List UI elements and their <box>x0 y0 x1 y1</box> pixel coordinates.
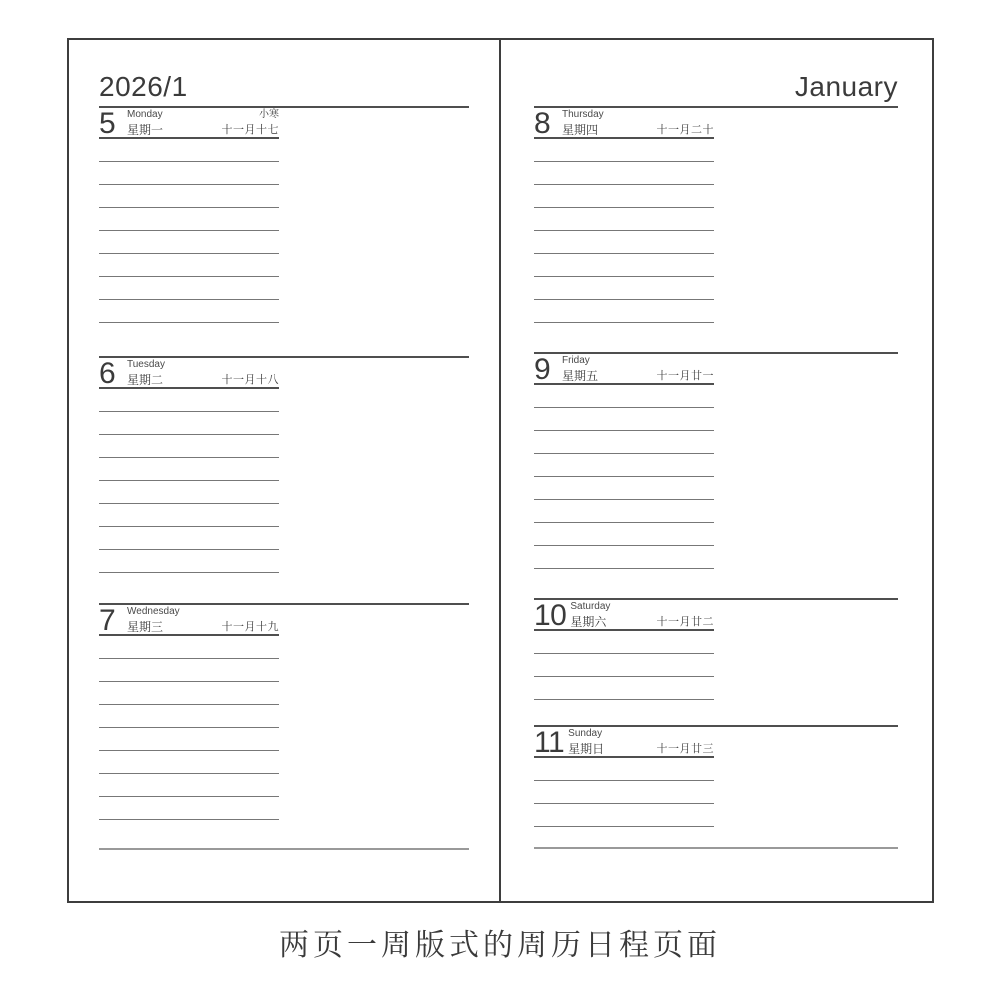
note-line <box>99 705 279 728</box>
note-line <box>534 231 714 254</box>
month-name-title: January <box>794 71 898 102</box>
left-page <box>69 40 501 901</box>
note-line <box>534 631 714 654</box>
note-line <box>534 804 714 827</box>
day-section-thursday <box>534 108 898 352</box>
day-section-wednesday <box>99 603 469 850</box>
note-line <box>99 481 279 504</box>
note-line <box>534 162 714 185</box>
day-number: 6 <box>99 357 116 390</box>
weekday-chinese: 星期一 <box>127 123 164 137</box>
note-line <box>534 677 714 700</box>
day-section-sunday <box>534 725 898 849</box>
note-line <box>99 682 279 705</box>
note-line <box>99 797 279 820</box>
note-line <box>534 500 714 523</box>
lunar-info <box>222 108 280 137</box>
note-line <box>99 300 279 323</box>
day-number: 7 <box>99 604 116 637</box>
weekday-english: Tuesday <box>127 359 165 370</box>
weekday-chinese: 星期四 <box>562 123 599 137</box>
day-section-monday <box>99 108 469 356</box>
planner-spread <box>67 38 934 903</box>
note-line <box>99 527 279 550</box>
lunar-date-label: 十一月廿二 <box>656 616 714 628</box>
lunar-date-label: 十一月十九 <box>221 621 279 633</box>
note-line <box>99 728 279 751</box>
day-header <box>99 358 279 389</box>
weekday-english: Monday <box>127 109 163 120</box>
day-number: 5 <box>99 107 116 140</box>
note-lines <box>99 636 279 820</box>
note-line <box>534 454 714 477</box>
note-line <box>99 277 279 300</box>
lunar-date-label: 十一月十七 <box>221 124 279 136</box>
note-line <box>99 254 279 277</box>
lunar-info <box>657 600 715 629</box>
weekday-labels <box>127 605 180 634</box>
note-line <box>99 751 279 774</box>
note-line <box>534 185 714 208</box>
day-number: 9 <box>534 353 551 386</box>
note-line <box>534 300 714 323</box>
weekday-chinese: 星期日 <box>568 742 605 756</box>
weekday-english: Wednesday <box>127 606 180 617</box>
solar-term-label: 小寒 <box>259 109 279 120</box>
weekday-labels <box>562 108 604 137</box>
note-line <box>534 277 714 300</box>
note-line <box>99 774 279 797</box>
note-line <box>534 546 714 569</box>
note-line <box>99 162 279 185</box>
note-line <box>534 139 714 162</box>
note-line <box>99 458 279 481</box>
note-line <box>534 385 714 408</box>
note-line <box>99 504 279 527</box>
weekday-labels <box>568 727 604 756</box>
note-line <box>99 208 279 231</box>
year-month-title: 2026/1 <box>99 71 188 102</box>
day-header <box>99 108 279 139</box>
weekday-english: Thursday <box>562 109 604 120</box>
note-lines <box>99 389 279 573</box>
weekday-chinese: 星期三 <box>127 620 164 634</box>
lunar-info <box>222 358 280 387</box>
note-line <box>99 435 279 458</box>
right-page-header <box>534 40 898 108</box>
note-line <box>534 477 714 500</box>
day-section-friday <box>534 352 898 598</box>
weekday-labels <box>562 354 598 383</box>
note-lines <box>534 758 714 827</box>
lunar-info <box>657 354 715 383</box>
note-line <box>534 781 714 804</box>
weekday-labels <box>570 600 610 629</box>
note-line <box>534 523 714 546</box>
note-line <box>99 659 279 682</box>
note-line <box>99 231 279 254</box>
weekday-chinese: 星期六 <box>570 615 607 629</box>
day-header <box>534 727 714 758</box>
weekday-english: Friday <box>562 355 590 366</box>
note-line <box>99 139 279 162</box>
note-line <box>534 254 714 277</box>
day-header <box>99 605 279 636</box>
note-line <box>534 654 714 677</box>
weekday-english: Sunday <box>568 728 603 739</box>
weekday-chinese: 星期五 <box>562 369 599 383</box>
day-section-tuesday <box>99 356 469 603</box>
day-number: 11 <box>534 726 565 759</box>
day-header <box>534 108 714 139</box>
note-line <box>534 408 714 431</box>
right-page <box>501 40 932 901</box>
image-caption: 两页一周版式的周历日程页面 <box>279 929 721 962</box>
weekday-chinese: 星期二 <box>127 373 164 387</box>
note-lines <box>99 139 279 323</box>
day-header <box>534 600 714 631</box>
note-line <box>99 550 279 573</box>
weekday-labels <box>127 108 163 137</box>
day-number: 8 <box>534 107 551 140</box>
note-line <box>99 389 279 412</box>
lunar-info <box>657 727 715 756</box>
note-line <box>534 208 714 231</box>
lunar-date-label: 十一月廿一 <box>656 370 714 382</box>
day-section-saturday <box>534 598 898 725</box>
weekday-labels <box>127 358 165 387</box>
note-line <box>99 636 279 659</box>
weekday-english: Saturday <box>570 601 611 612</box>
note-line <box>99 185 279 208</box>
note-line <box>534 431 714 454</box>
left-page-header <box>99 40 469 108</box>
lunar-info <box>657 108 715 137</box>
note-line <box>534 758 714 781</box>
lunar-date-label: 十一月二十 <box>656 124 714 136</box>
note-line <box>99 412 279 435</box>
lunar-info <box>222 605 280 634</box>
note-lines <box>534 631 714 700</box>
day-number: 10 <box>534 599 567 632</box>
day-header <box>534 354 714 385</box>
lunar-date-label: 十一月廿三 <box>656 743 714 755</box>
lunar-date-label: 十一月十八 <box>221 374 279 386</box>
note-lines <box>534 139 714 323</box>
note-lines <box>534 385 714 569</box>
